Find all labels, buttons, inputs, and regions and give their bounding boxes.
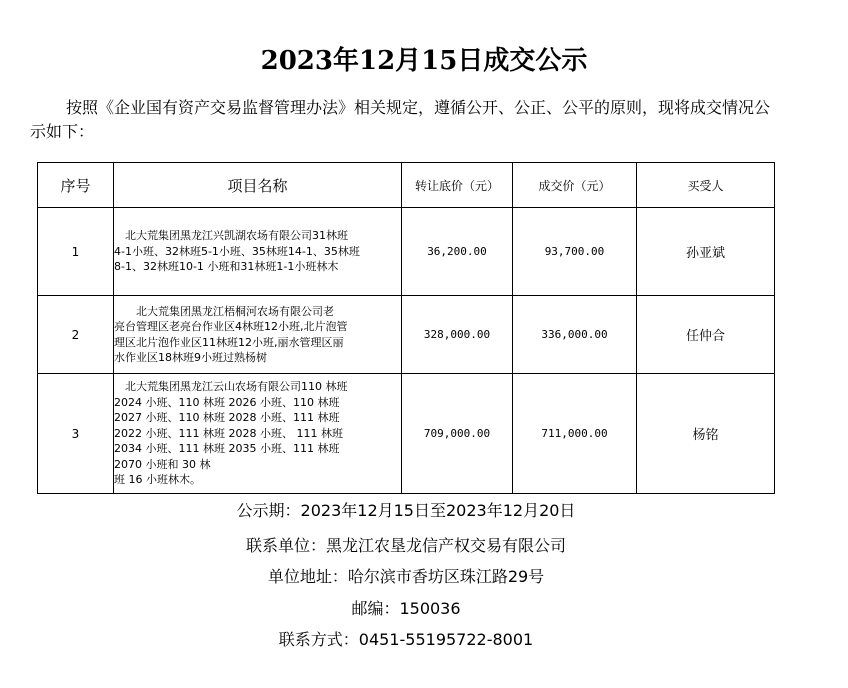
header-reserve-price: 转让底价（元） <box>402 163 513 208</box>
row-project-name <box>114 374 402 494</box>
row-project-name <box>114 296 402 374</box>
table-header-row <box>38 163 775 208</box>
row-deal-price: 93,700.00 <box>513 208 637 296</box>
unit-address: 单位地址：哈尔滨市香坊区珠江路29号 <box>267 567 545 586</box>
row-buyer: 任仲合 <box>637 296 775 374</box>
row-reserve-price: 709,000.00 <box>402 374 513 494</box>
contact-unit: 联系单位：黑龙江农垦龙信产权交易有限公司 <box>245 536 566 555</box>
project-line: 理区北片泡作业区11林班12小班,丽水管理区丽 <box>114 335 344 349</box>
project-line: 2027 小班、110 林班 2028 小班、111 林班 <box>114 411 340 425</box>
project-line: 2070 小班和 30 林 <box>114 457 211 471</box>
project-line: 北大荒集团黑龙江兴凯湖农场有限公司31林班 <box>114 229 348 243</box>
contact-phone: 联系方式：0451-55195722-8001 <box>278 630 534 649</box>
row-buyer: 杨铭 <box>637 374 775 494</box>
intro-paragraph: 按照《企业国有资产交易监督管理办法》相关规定，遵循公开、公正、公平的原则，现将成交情况公示如下： <box>30 98 771 141</box>
header-project: 项目名称 <box>114 163 402 208</box>
project-line: 北大荒集团黑龙江梧桐河农场有限公司老 <box>114 304 334 318</box>
project-line: 亮台管理区老亮台作业区4林班12小班,北片泡管 <box>114 320 348 333</box>
table-row <box>38 208 775 296</box>
table-row <box>38 296 775 374</box>
row-no: 3 <box>38 374 114 494</box>
table-row <box>38 374 775 494</box>
header-no: 序号 <box>38 163 114 208</box>
page-title: 2023年12月15日成交公示 <box>260 46 588 76</box>
project-line: 2024 小班、110 林班 2026 小班、110 林班 <box>114 395 340 409</box>
project-line: 2034 小班、111 林班 2035 小班、111 林班 <box>114 442 340 456</box>
row-no: 2 <box>38 296 114 374</box>
project-line: 8-1、32林班10-1 小班和31林班1-1小班林木 <box>114 260 339 274</box>
row-deal-price: 711,000.00 <box>513 374 637 494</box>
row-reserve-price: 328,000.00 <box>402 296 513 374</box>
project-line: 北大荒集团黑龙江云山农场有限公司110 林班 <box>114 380 348 394</box>
project-line: 班 16 小班林木。 <box>114 473 201 487</box>
row-buyer: 孙亚斌 <box>637 208 775 296</box>
row-reserve-price: 36,200.00 <box>402 208 513 296</box>
header-deal-price: 成交价（元） <box>513 163 637 208</box>
project-line: 4-1小班、32林班5-1小班、35林班14-1、35林班 <box>114 244 360 258</box>
row-project-name <box>114 208 402 296</box>
header-buyer: 买受人 <box>637 163 775 208</box>
notice-period: 公示期：2023年12月15日至2023年12月20日 <box>236 501 576 520</box>
postcode: 邮编：150036 <box>351 599 461 618</box>
transaction-table <box>37 162 775 494</box>
project-line: 水作业区18林班9小班过熟杨树 <box>114 351 267 364</box>
project-line: 2022 小班、111 林班 2028 小班、 111 林班 <box>114 426 343 440</box>
row-deal-price: 336,000.00 <box>513 296 637 374</box>
row-no: 1 <box>38 208 114 296</box>
